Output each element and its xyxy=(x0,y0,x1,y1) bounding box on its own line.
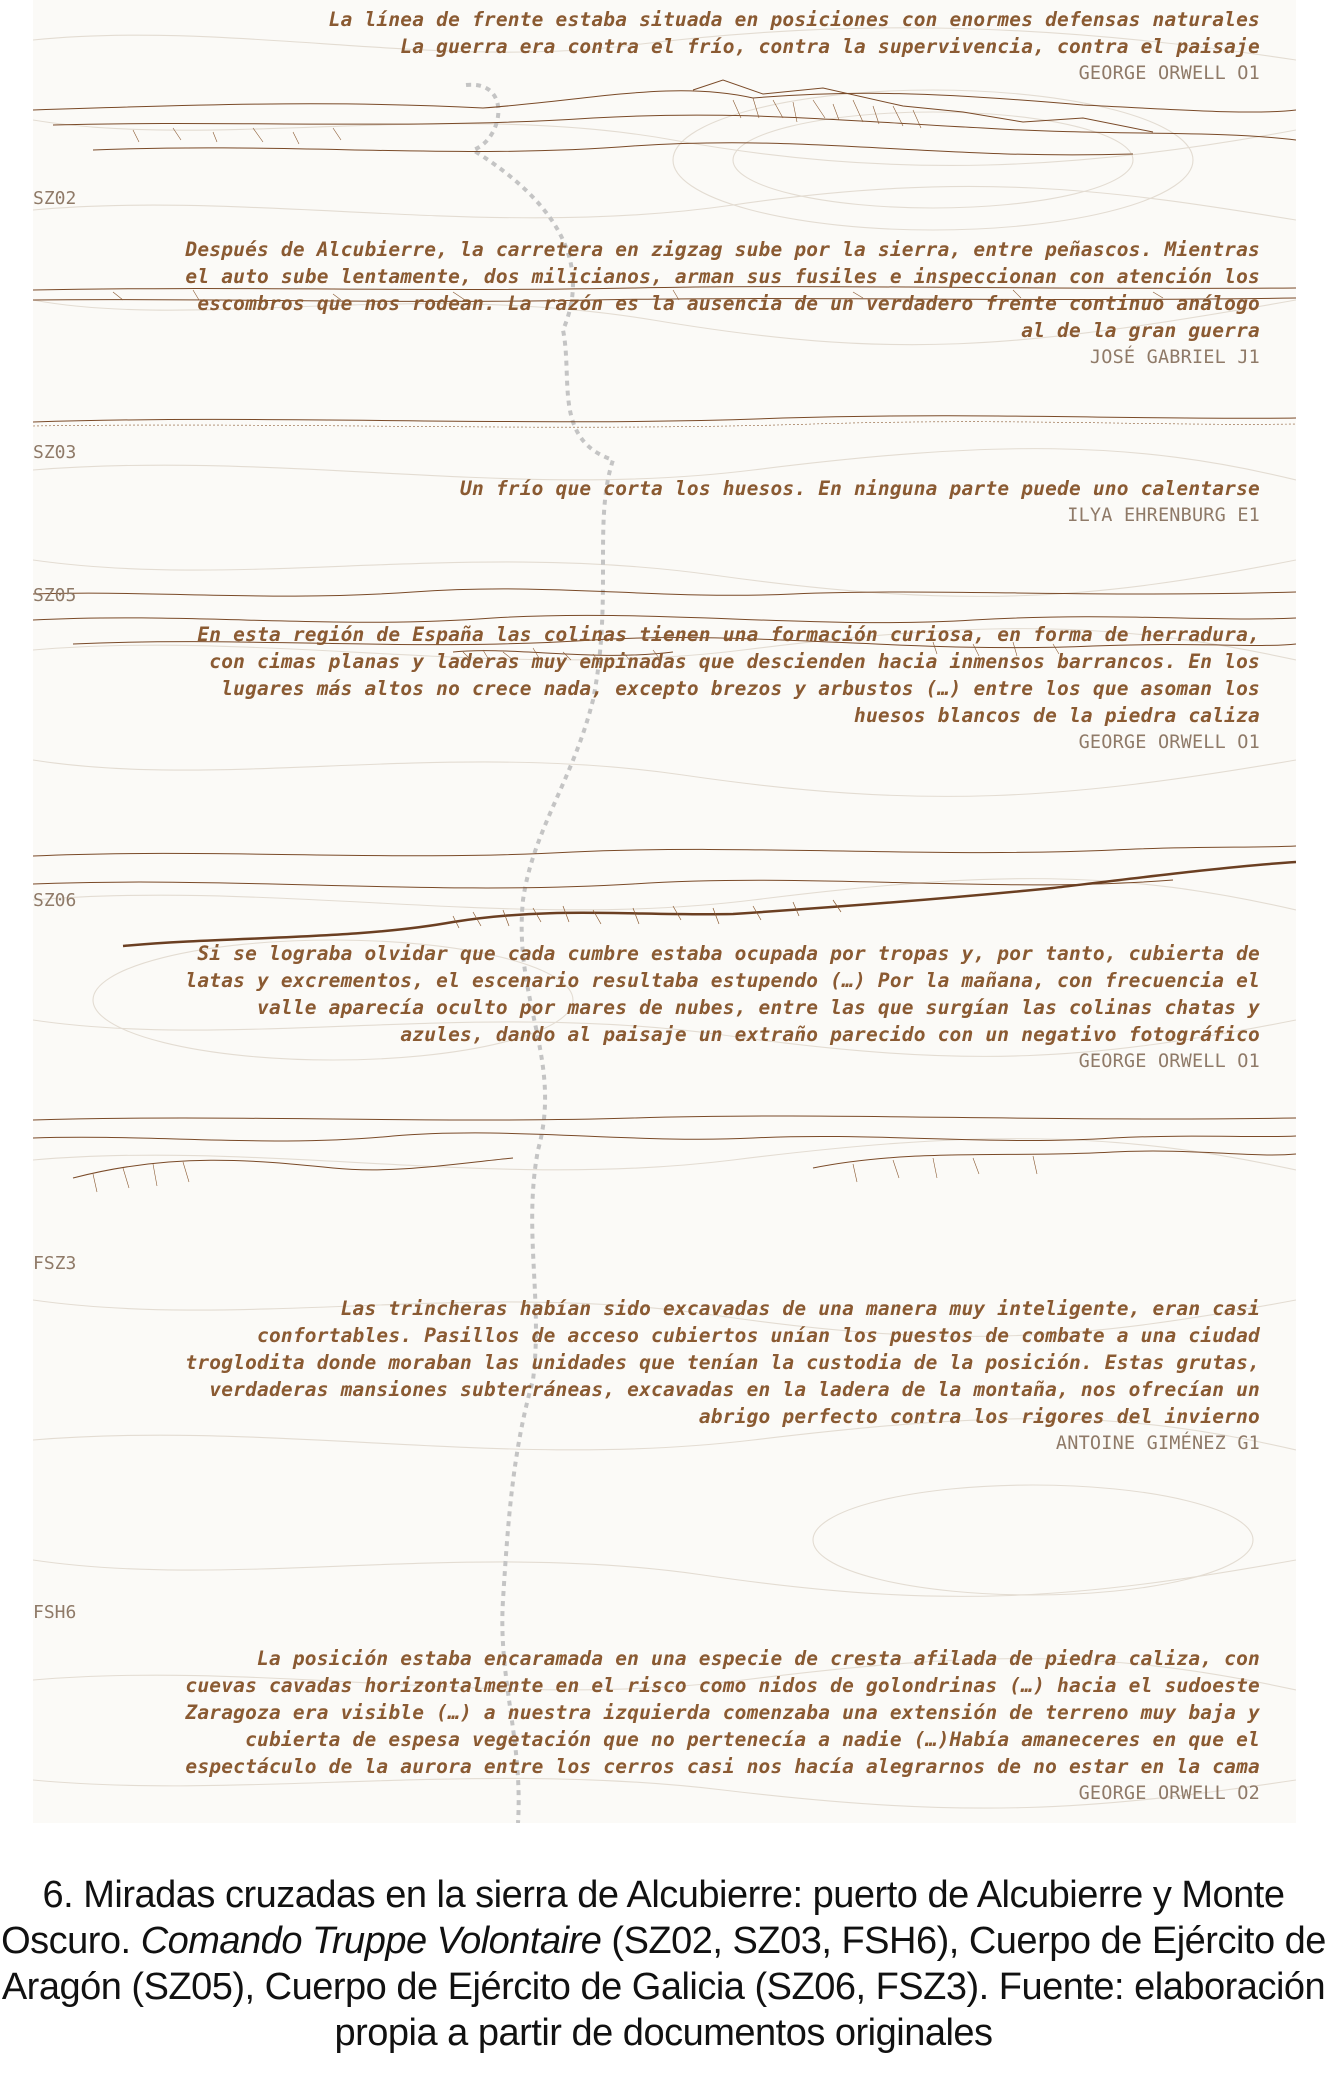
quote-line: La posición estaba encaramada en una especie de cresta afilada de piedra caliza, con xyxy=(257,1647,1260,1670)
view-code-sz06: SZ06 xyxy=(33,890,77,911)
caption-line xyxy=(0,1918,1327,1964)
quote-line: azules, dando al paisaje un extraño parecido con un negativo fotográfico xyxy=(400,1023,1260,1046)
quote-block xyxy=(185,940,1260,1075)
quote-line: con cimas planas y laderas muy empinadas que descienden hacia inmensos barrancos. En los xyxy=(209,650,1260,673)
quote-line: En esta región de España las colinas tienen una formación curiosa, en forma de herradura, xyxy=(197,623,1260,646)
quote-line: huesos blancos de la piedra caliza xyxy=(854,704,1260,727)
quote-block xyxy=(329,6,1260,87)
quote-author: GEORGE ORWELL O2 xyxy=(1078,1783,1260,1804)
view-code-sz02: SZ02 xyxy=(33,188,77,209)
panorama-sketch-fsz3 xyxy=(33,836,1296,956)
quote-line: Zaragoza era visible (…) a nuestra izquierda comenzaba una extensión de terreno muy baja y xyxy=(185,1701,1260,1724)
view-code-sz05: SZ05 xyxy=(33,585,77,606)
quote-line: el auto sube lentamente, dos milicianos, arman sus fusiles e inspeccionan con atención los xyxy=(185,265,1260,288)
caption-line: Aragón (SZ05), Cuerpo de Ejército de Galicia (SZ06, FSZ3). Fuente: elaboración xyxy=(1,1966,1326,2008)
quote-block xyxy=(185,236,1260,371)
quote-block xyxy=(460,475,1260,529)
illustration-plate xyxy=(33,0,1296,1823)
quote-author: JOSÉ GABRIEL J1 xyxy=(1089,347,1260,368)
quote-line: al de la gran guerra xyxy=(1021,319,1260,342)
quote-block xyxy=(185,1295,1260,1457)
quote-line: valle aparecía oculto por mares de nubes, entre las que surgían las colinas chatas y xyxy=(257,996,1260,1019)
view-code-fsh6: FSH6 xyxy=(33,1602,77,1623)
caption-line: 6. Miradas cruzadas en la sierra de Alcubierre: puerto de Alcubierre y Monte xyxy=(42,1874,1285,1916)
panorama-sketch-sz05 xyxy=(33,408,1296,438)
caption-italic-text: Comando Truppe Volontaire xyxy=(140,1920,602,1962)
quote-line: troglodita donde moraban las unidades que tenían la custodia de la posición. Estas grutas, xyxy=(185,1351,1260,1374)
quote-line: cuevas cavadas horizontalmente en el risco como nidos de golondrinas (…) hacia el sudoeste xyxy=(185,1674,1260,1697)
quote-author: ANTOINE GIMÉNEZ G1 xyxy=(1055,1433,1260,1454)
quote-block xyxy=(197,621,1260,756)
caption-line: propia a partir de documentos originales xyxy=(334,2012,993,2054)
quote-line: Un frío que corta los huesos. En ninguna parte puede uno calentarse xyxy=(460,477,1260,500)
caption-text: (SZ02, SZ03, FSH6), Cuerpo de Ejército de xyxy=(601,1920,1326,1962)
quote-line: escombros que nos rodean. La razón es la ausencia de un verdadero frente continuo análogo xyxy=(197,292,1260,315)
view-code-sz03: SZ03 xyxy=(33,442,77,463)
quote-line: La guerra era contra el frío, contra la supervivencia, contra el paisaje xyxy=(400,35,1260,58)
quote-line: Si se lograba olvidar que cada cumbre estaba ocupada por tropas y, por tanto, cubierta de xyxy=(197,942,1260,965)
figure-caption xyxy=(0,1872,1327,2056)
quote-author: GEORGE ORWELL O1 xyxy=(1078,63,1260,84)
caption-text: Oscuro. xyxy=(1,1920,141,1962)
quote-line: confortables. Pasillos de acceso cubiertos unían los puestos de combate a una ciudad xyxy=(257,1324,1260,1347)
quote-line: latas y excrementos, el escenario resultaba estupendo (…) Por la mañana, con frecuencia el xyxy=(185,969,1260,992)
quote-author: GEORGE ORWELL O1 xyxy=(1078,732,1260,753)
quote-author: ILYA EHRENBURG E1 xyxy=(1067,505,1260,526)
quote-author: GEORGE ORWELL O1 xyxy=(1078,1051,1260,1072)
view-code-fsz3: FSZ3 xyxy=(33,1253,77,1274)
quote-line: Después de Alcubierre, la carretera en zigzag sube por la sierra, entre peñascos. Mientras xyxy=(185,238,1260,261)
quote-line: lugares más altos no crece nada, excepto brezos y arbustos (…) entre los que asoman los xyxy=(221,677,1260,700)
quote-line: Las trincheras habían sido excavadas de una manera muy inteligente, eran casi xyxy=(340,1297,1260,1320)
panorama-sketch-fsh6 xyxy=(33,1108,1296,1198)
quote-line: abrigo perfecto contra los rigores del invierno xyxy=(698,1405,1260,1428)
quote-line: verdaderas mansiones subterráneas, excavadas en la ladera de la montaña, nos ofrecían un xyxy=(209,1378,1260,1401)
quote-line: espectáculo de la aurora entre los cerros casi nos hacía alegrarnos de no estar en la cama xyxy=(185,1755,1260,1778)
quote-block xyxy=(185,1645,1260,1807)
quote-line: cubierta de espesa vegetación que no pertenecía a nadie (…)Había amaneceres en que el xyxy=(245,1728,1260,1751)
quote-line: La línea de frente estaba situada en posiciones con enormes defensas naturales xyxy=(328,8,1260,31)
